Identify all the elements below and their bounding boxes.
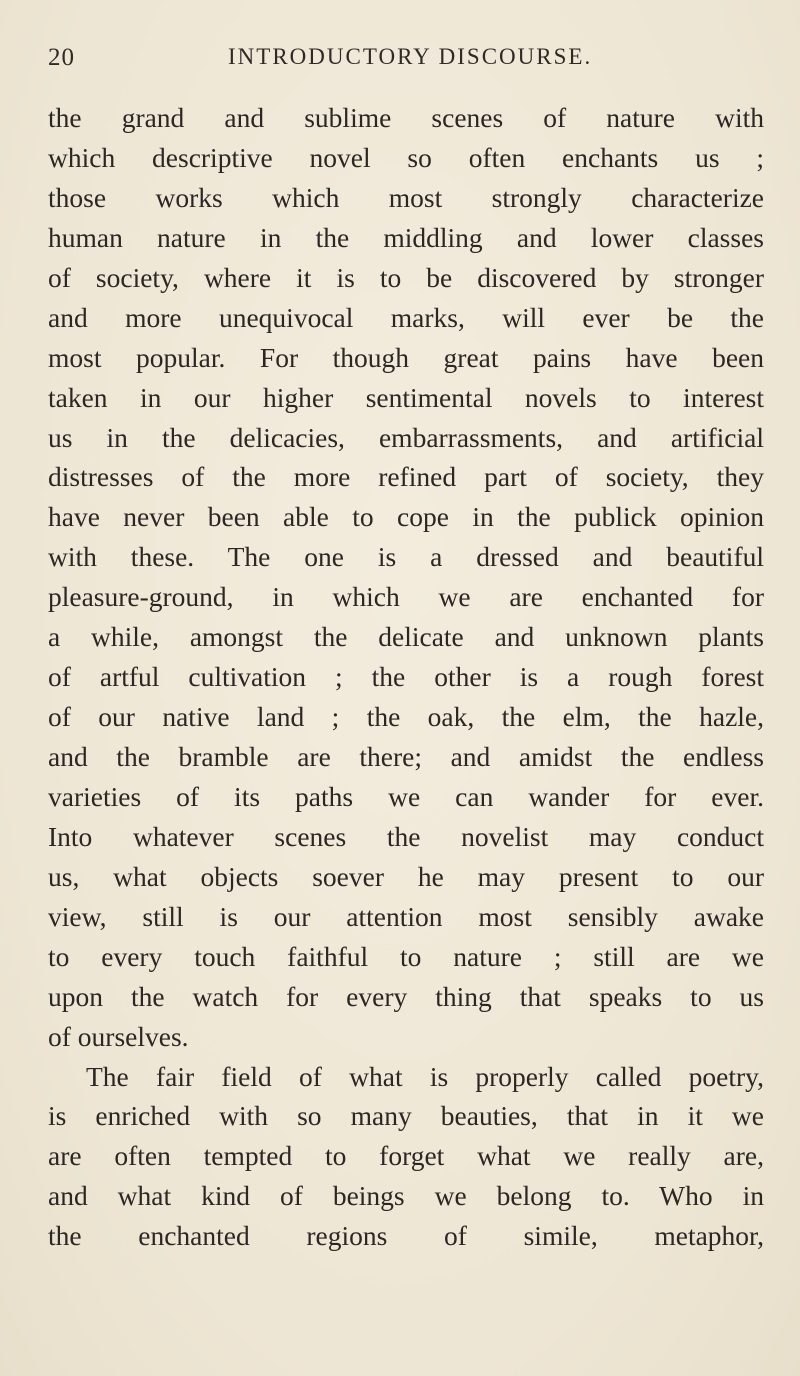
text-line: to every touch faithful to nature ; still are we	[48, 940, 764, 972]
text-line: of artful cultivation ; the other is a rough forest	[48, 661, 764, 693]
text-line: human nature in the middling and lower classes	[48, 221, 764, 253]
text-line: pleasure-ground, in which we are enchanted for	[48, 581, 764, 613]
text-line: taken in our higher sentimental novels to interest	[48, 381, 764, 413]
text-line: is enriched with so many beauties, that in it we	[48, 1100, 764, 1132]
text-line: and the bramble are there; and amidst the endless	[48, 741, 764, 772]
text-line: most popular. For though great pains have been	[48, 341, 764, 373]
text-line: us, what objects soever he may present to our	[48, 860, 764, 892]
page-number: 20	[48, 44, 75, 71]
text-line: with these. The one is a dressed and beautiful	[48, 541, 764, 573]
text-line: have never been able to cope in the publick opinion	[48, 501, 764, 533]
text-line: distresses of the more refined part of society, they	[48, 461, 764, 493]
text-line: of society, where it is to be discovered by stronger	[48, 261, 764, 293]
text-line: upon the watch for every thing that speaks to us	[48, 980, 764, 1012]
text-line: the enchanted regions of simile, metaphor,	[48, 1220, 764, 1252]
text-line: view, still is our attention most sensibly awake	[48, 900, 764, 932]
text-line: are often tempted to forget what we really are,	[48, 1140, 764, 1172]
text-line: which descriptive novel so often enchants us ;	[48, 141, 764, 173]
text-line: the grand and sublime scenes of nature with	[48, 102, 764, 133]
text-line: and what kind of beings we belong to. Who in	[48, 1180, 764, 1212]
page-header	[48, 44, 768, 84]
text-line: us in the delicacies, embarrassments, and artificial	[48, 421, 764, 453]
text-line: those works which most strongly characterize	[48, 181, 764, 213]
text-line: of ourselves.	[48, 1020, 189, 1052]
text-line: of our native land ; the oak, the elm, the hazle,	[48, 701, 764, 733]
text-line: The fair field of what is properly called poetry,	[86, 1060, 764, 1092]
text-line: a while, amongst the delicate and unknown plants	[48, 621, 764, 653]
body-text	[48, 98, 764, 1256]
text-line: varieties of its paths we can wander for ever.	[48, 780, 764, 812]
running-head: INTRODUCTORY DISCOURSE.	[228, 44, 593, 69]
text-line: Into whatever scenes the novelist may conduct	[48, 820, 764, 852]
text-line: and more unequivocal marks, will ever be the	[48, 301, 764, 333]
